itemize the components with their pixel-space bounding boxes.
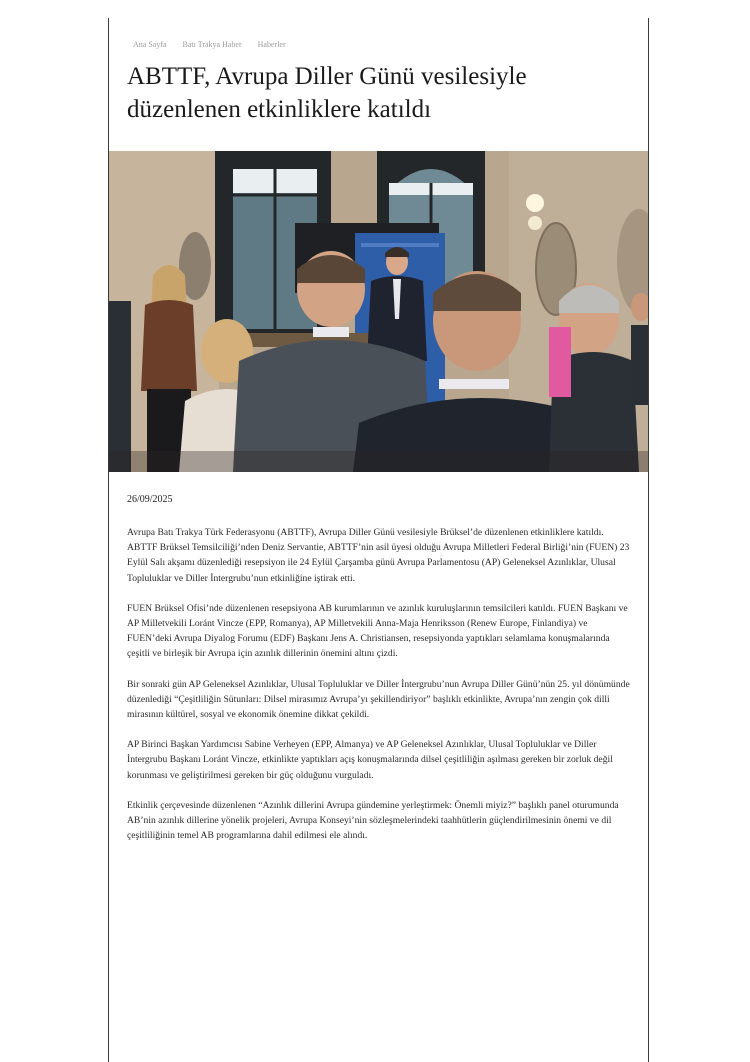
breadcrumb-item-home[interactable]: Ana Sayfa [133, 40, 167, 49]
article-body [127, 525, 633, 858]
article-paragraph: Bir sonraki gün AP Geleneksel Azınlıklar, Ulusal Topluluklar ve Diller İntergrubu’nun Avrupa Diller Günü’nün 25. yıl dönümünde düzenlediği “Çeşitliliğin Sütunları: Dilsel mirasımız Avrupa’yı şekillendiriyor” başlıklı etkinlikte, Avrupa’nın zengin çok dilli mirasının kültürel, sosyal ve ekonomik önemine dikkat çekildi. [127, 678, 630, 721]
breadcrumb-item-news-category[interactable]: Batı Trakya Haber [182, 40, 242, 49]
article-title: ABTTF, Avrupa Diller Günü vesilesiyle düzenlenen etkinliklere katıldı [127, 63, 527, 123]
article-paragraph: Etkinlik çerçevesinde düzenlenen “Azınlık dillerini Avrupa gündemine yerleştirmek: Önemli miyiz?” başlıklı panel oturumunda AB’nin azınlık dillerine yönelik projeleri, Avrupa Konseyi’nin sözleşmelerindeki taahhütlerin güçlendirilmesinin önemi ve dil çeşitliliğinin temel AB programlarına dahil edilmesi ele alındı. [127, 799, 619, 842]
article-page [108, 18, 649, 1062]
article-photo [109, 151, 648, 472]
article-date: 26/09/2025 [127, 494, 173, 505]
article-paragraph: FUEN Brüksel Ofisi’nde düzenlenen resepsiyona AB kurumlarının ve azınlık kuruluşlarının temsilcileri katıldı. FUEN Başkanı ve AP Milletvekili Loránt Vincze (EPP, Romanya), AP Milletvekili Anna-Maja Henriksson (Renew Europe, Finlandiya) ve FUEN’deki Avrupa Diyalog Forumu (EDF) Başkanı Jens A. Christiansen, resepsiyonda yaptıkları selamlama konuşmalarında çeşitli ve birleşik bir Avrupa için azınlık dillerinin önemini altını çizdi. [127, 602, 628, 660]
article-paragraph: AP Birinci Başkan Yardımcısı Sabine Verheyen (EPP, Almanya) ve AP Geleneksel Azınlıklar, Ulusal Topluluklar ve Diller İntergrubu Başkanı Loránt Vincze, etkinlikte yaptıkları açış konuşmalarında dilsel çeşitliliğin aşılması gereken bir zorluk değil korunması ve geliştirilmesi gereken bir güç olduğunu vurguladı. [127, 739, 613, 781]
breadcrumb [133, 40, 300, 49]
reception-photo-illustration [109, 151, 648, 472]
breadcrumb-item-news[interactable]: Haberler [257, 40, 286, 49]
article-paragraph: Avrupa Batı Trakya Türk Federasyonu (ABTTF), Avrupa Diller Günü vesilesiyle Brüksel’de düzenlenen etkinliklere katıldı. ABTTF Brüksel Temsilciliği’nden Deniz Servantie, ABTTF’nin asil üyesi olduğu Avrupa Milletleri Federal Birliği’nin (FUEN) 23 Eylül Salı akşamı düzenlediği resepsiyon ile 24 Eylül Çarşamba günü Avrupa Parlamentosu (AP) Geleneksel Azınlıklar, Ulusal Topluluklar ve Diller İntergrubu’nun etkinliğine iştirak etti. [127, 527, 630, 584]
